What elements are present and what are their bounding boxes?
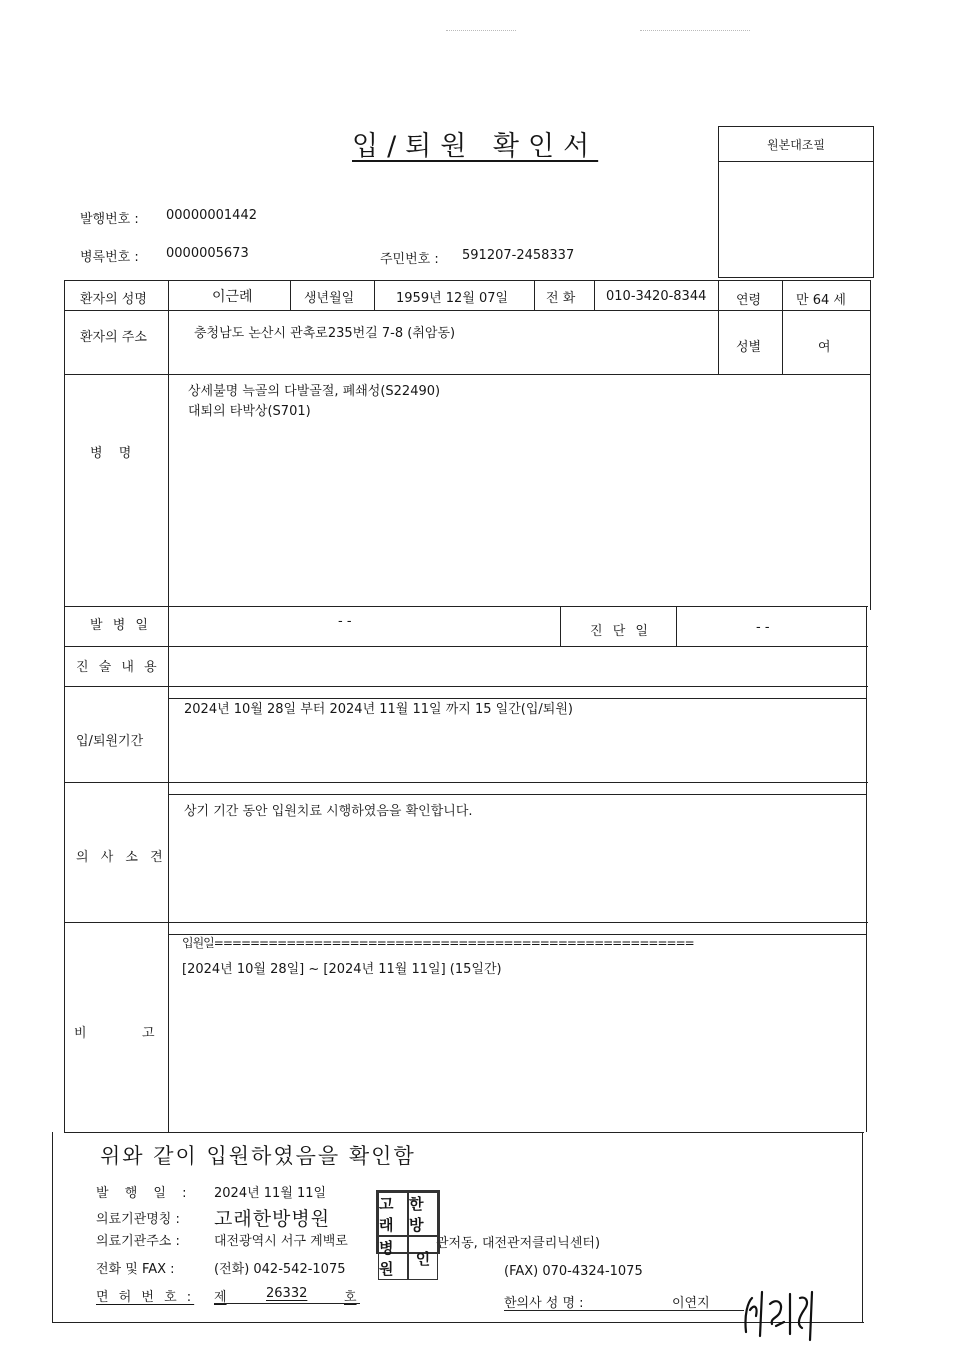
doctor-name: 이연지: [672, 1296, 710, 1311]
license-prefix: 제: [214, 1290, 227, 1305]
seal-char: 인: [408, 1236, 438, 1280]
seal-char: 한방: [408, 1192, 438, 1236]
remarks-label-left: 비: [74, 1026, 87, 1041]
onset-label: 발 병 일: [90, 618, 151, 633]
license-number: 26332: [266, 1286, 308, 1301]
institution-address: 대전광역시 서구 계백로: [214, 1234, 348, 1249]
disease-line-1: 상세불명 늑골의 다발골절, 폐쇄성(S22490): [188, 384, 441, 399]
age-label: 연령: [736, 293, 762, 308]
diagnosis-value: - -: [756, 620, 770, 635]
phone-label: 전 화: [546, 291, 576, 306]
page-title: 입/퇴원 확인서: [352, 131, 599, 162]
remarks-line-2: [2024년 10월 28일] ~ [2024년 11월 11일] (15일간): [182, 962, 502, 977]
verify-box: [718, 126, 874, 278]
opinion-label: 의 사 소 견: [76, 850, 167, 865]
resident-no: 591207-2458337: [462, 248, 575, 263]
handwritten-signature: [740, 1284, 820, 1344]
record-no: 0000005673: [166, 246, 249, 261]
address-label: 환자의 주소: [80, 330, 147, 345]
seal-char: 고래: [378, 1192, 408, 1236]
license-label: 면 허 번 호 :: [96, 1290, 195, 1305]
institution-name: 고래한방병원: [214, 1208, 331, 1230]
sex-label: 성별: [736, 340, 762, 355]
diagnosis-label: 진 단 일: [590, 624, 651, 639]
period-label: 입/퇴원기간: [76, 734, 144, 749]
fax-number: (FAX) 070-4324-1075: [504, 1264, 643, 1279]
issue-no-label: 발행번호 :: [80, 212, 139, 227]
tel-number: (전화) 042-542-1075: [214, 1262, 346, 1277]
record-no-label: 병록번호 :: [80, 250, 139, 265]
disease-label: 병 명: [90, 446, 138, 461]
sex-value: 여: [818, 340, 831, 355]
closing-statement: 위와 같이 입원하였음을 확인함: [100, 1144, 416, 1168]
phone-number: 010-3420-8344: [606, 289, 707, 304]
doctor-label: 한의사 성 명 :: [504, 1296, 584, 1311]
seal-char: 병원: [378, 1236, 408, 1280]
address-value: 충청남도 논산시 관촉로235번길 7-8 (취암동): [194, 326, 456, 341]
patient-name-label: 환자의 성명: [80, 292, 147, 307]
issue-no: 00000001442: [166, 208, 257, 223]
disease-line-2: 대퇴의 타박상(S701): [188, 404, 311, 419]
resident-no-label: 주민번호 :: [380, 252, 439, 267]
institution-address-tail: 관저동, 대전관저클리닉센터): [436, 1236, 601, 1251]
hospital-seal-stamp: [376, 1190, 440, 1278]
institution-name-label: 의료기관명칭 :: [96, 1212, 180, 1227]
birth-label: 생년월일: [304, 291, 355, 306]
period-value: 2024년 10월 28일 부터 2024년 11월 11일 까지 15 일간(입/퇴원): [184, 702, 573, 717]
tel-fax-label: 전화 및 FAX :: [96, 1262, 175, 1277]
issue-date: 2024년 11월 11일: [214, 1186, 327, 1201]
opinion-value: 상기 기간 동안 입원치료 시행하였음을 확인합니다.: [184, 804, 473, 819]
scan-mark: [640, 30, 750, 31]
remarks-line-1: 입원일=====================================================: [182, 936, 694, 950]
patient-name: 이근례: [212, 289, 253, 305]
age-value: 만 64 세: [796, 293, 846, 308]
birth-date: 1959년 12월 07일: [396, 291, 509, 306]
license-suffix: 호: [344, 1290, 357, 1305]
institution-address-label: 의료기관주소 :: [96, 1234, 180, 1249]
verify-box-label: 원본대조필: [719, 127, 873, 162]
remarks-label-right: 고: [142, 1026, 155, 1041]
scan-mark: [446, 30, 516, 31]
statement-label: 진 술 내 용: [76, 660, 160, 675]
issue-date-label: 발 행 일 :: [96, 1186, 193, 1201]
onset-value: - -: [338, 614, 352, 629]
